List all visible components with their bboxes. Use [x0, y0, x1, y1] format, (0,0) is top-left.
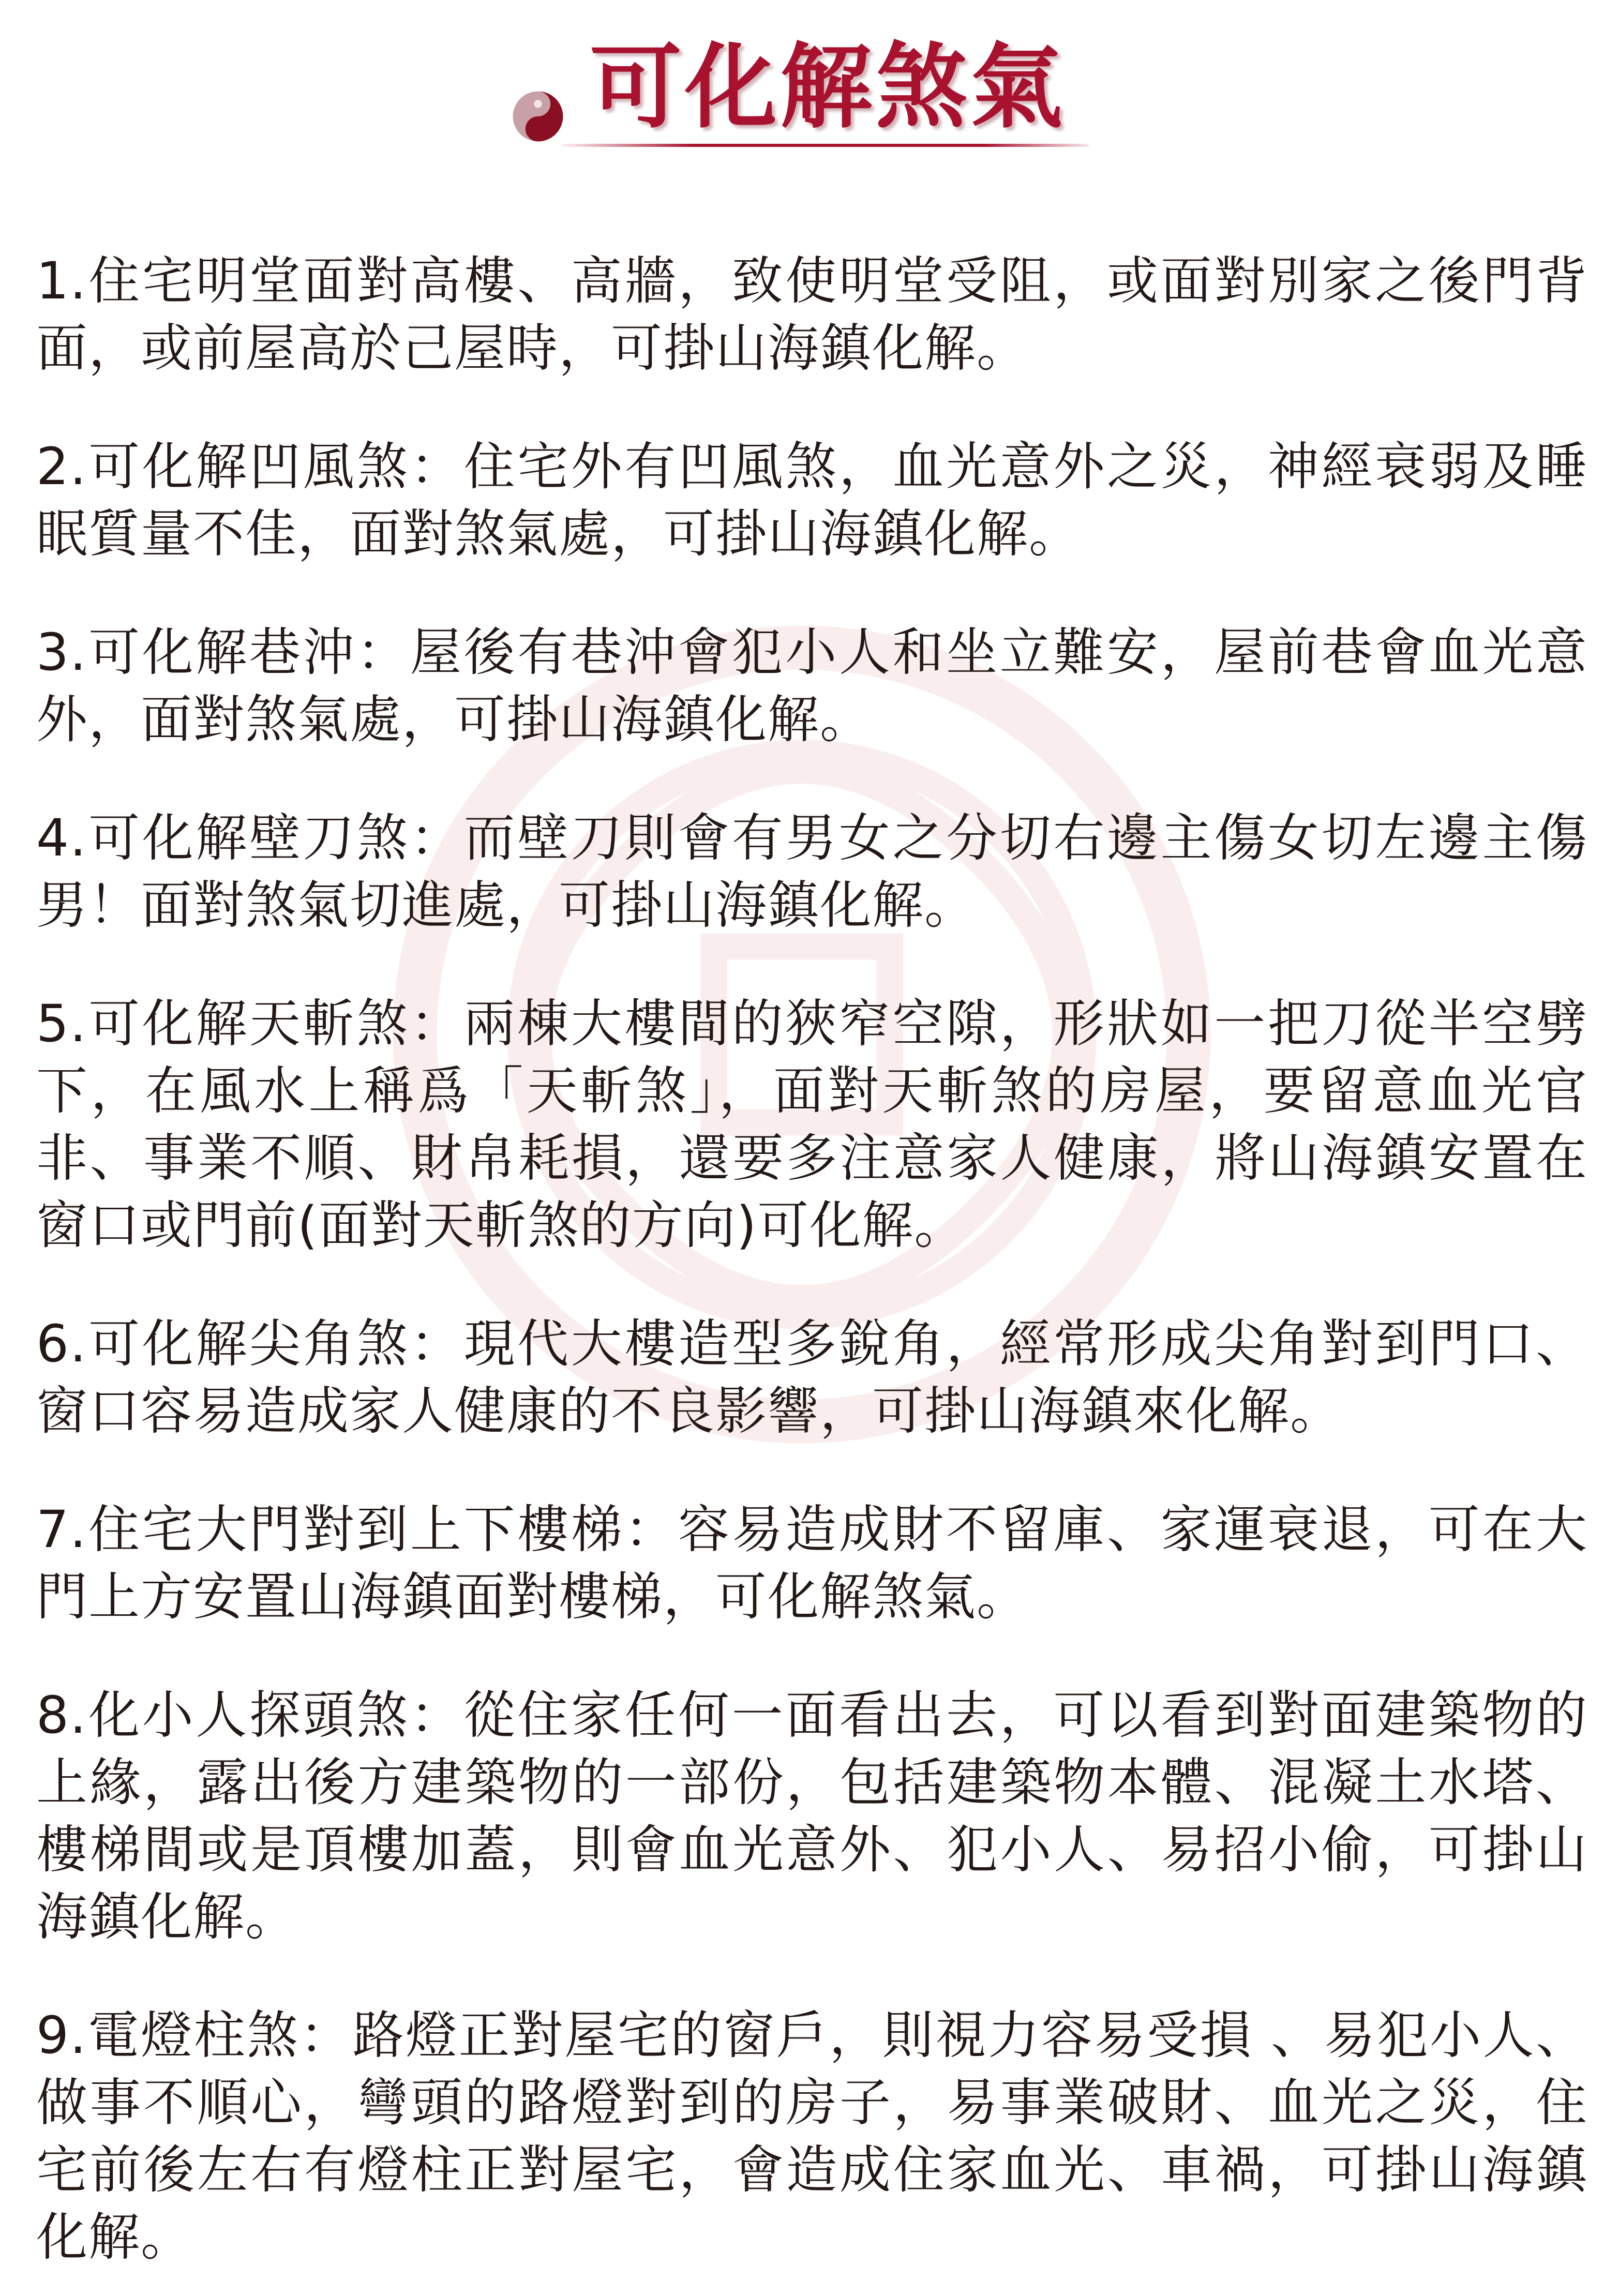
list-item: 7.住宅大門對到上下樓梯：容易造成財不留庫、家運衰退，可在大門上方安置山海鎮面對樓梯，可化解煞氣。: [36, 1500, 1588, 1627]
remedy-list: [36, 197, 1588, 2296]
list-item: 5.可化解天斬煞：兩棟大樓間的狹窄空隙，形狀如一把刀從半空劈下，在風水上稱爲「天斬煞」，面對天斬煞的房屋，要留意血光官非、事業不順、財帛耗損，還要多注意家人健康，將山海鎮安置在窗口或門前(面對天斬煞的方向)可化解。: [36, 994, 1588, 1255]
title-underline: [561, 144, 1089, 147]
title-area: [0, 21, 1619, 155]
list-item: 3.可化解巷沖：屋後有巷沖會犯小人和坐立難安，屋前巷會血光意外，面對煞氣處，可掛山海鎮化解。: [36, 623, 1588, 749]
list-item: 8.化小人探頭煞：從住家任何一面看出去，可以看到對面建築物的上緣，露出後方建築物的一部份，包括建築物本體、混凝土水塔、樓梯間或是頂樓加蓋，則會血光意外、犯小人、易招小偷，可掛山海鎮化解。: [36, 1686, 1588, 1947]
yin-yang-swirl-icon: [509, 88, 566, 145]
list-item: 6.可化解尖角煞：現代大樓造型多銳角，經常形成尖角對到門口、窗口容易造成家人健康的不良影響，可掛山海鎮來化解。: [36, 1314, 1588, 1441]
list-item: 1.住宅明堂面對高樓、高牆，致使明堂受阻，或面對別家之後門背面，或前屋高於己屋時，可掛山海鎮化解。: [36, 251, 1588, 378]
list-item: 4.可化解壁刀煞：而壁刀則會有男女之分切右邊主傷女切左邊主傷男！面對煞氣切進處，可掛山海鎮化解。: [36, 808, 1588, 935]
list-item: 2.可化解凹風煞：住宅外有凹風煞，血光意外之災，神經衰弱及睡眠質量不佳，面對煞氣處，可掛山海鎮化解。: [36, 437, 1588, 564]
page-title: 可化解煞氣: [590, 33, 1066, 141]
list-item: 9.電燈柱煞：路燈正對屋宅的窗戶，則視力容易受損 、易犯小人、做事不順心，彎頭的路燈對到的房子，易事業破財、血光之災，住宅前後左右有燈柱正對屋宅，會造成住家血光、車禍，可掛山海鎮化解。: [36, 2006, 1588, 2267]
